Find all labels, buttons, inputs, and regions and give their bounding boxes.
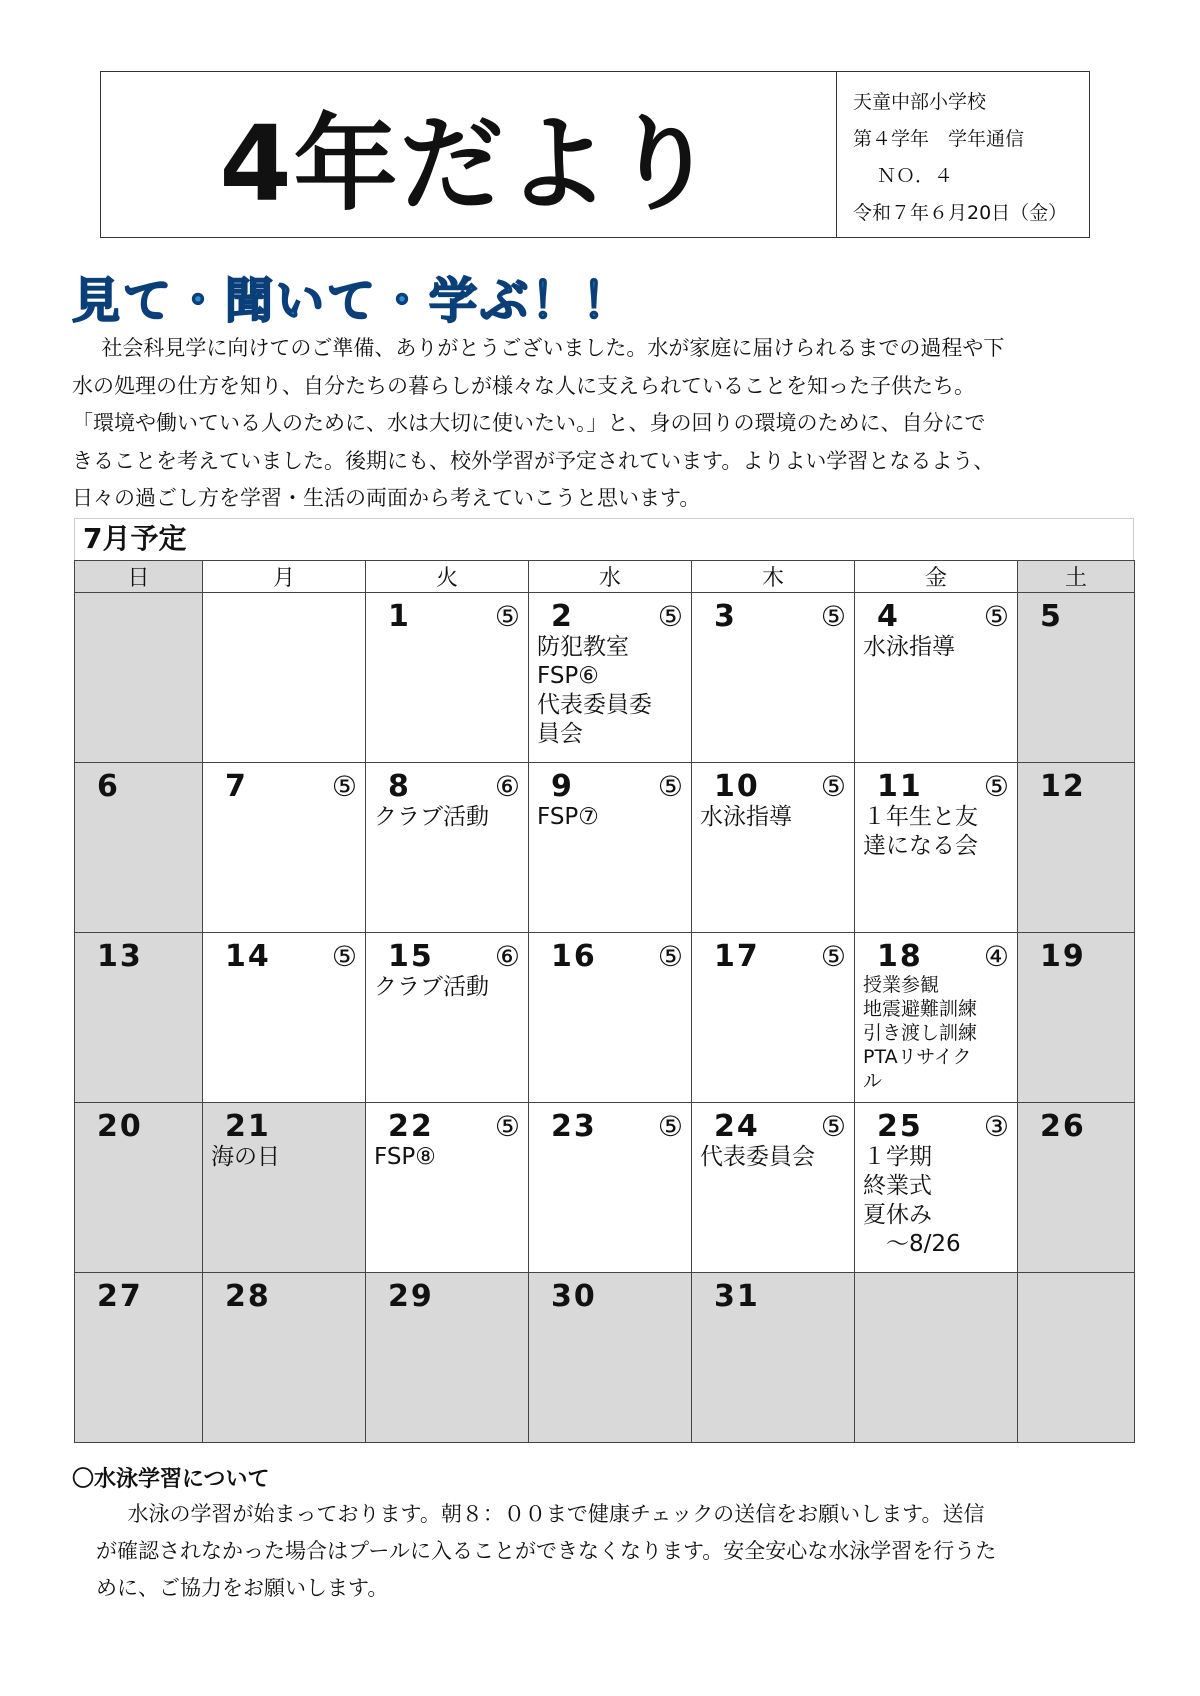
calendar-day-cell (1018, 1103, 1135, 1273)
event-text: ル (863, 1070, 883, 1092)
day-header (83, 769, 196, 803)
day-number: 11 (877, 768, 923, 804)
day-number: 9 (551, 768, 574, 804)
calendar-week-row (75, 1273, 1135, 1443)
period-count: ⑤ (983, 599, 1011, 633)
weekday-header: 火 (366, 561, 529, 593)
school-name: 天童中部小学校 (853, 91, 987, 113)
day-header (83, 1109, 196, 1143)
day-number: 21 (225, 1108, 271, 1144)
day-header (537, 1279, 685, 1313)
day-number: 26 (1040, 1108, 1086, 1144)
day-header (83, 599, 196, 633)
period-count: ⑥ (494, 769, 522, 803)
day-number: 20 (97, 1108, 143, 1144)
calendar-week-row (75, 1103, 1135, 1273)
day-header (1026, 939, 1128, 973)
period-count: ⑤ (820, 769, 848, 803)
calendar-day-cell (855, 593, 1018, 763)
period-count: ⑤ (331, 939, 359, 973)
calendar-day-cell (529, 763, 692, 933)
calendar-day-cell (203, 1273, 366, 1443)
day-number: 18 (877, 938, 923, 974)
calendar-day-cell (203, 1103, 366, 1273)
day-header (863, 769, 1011, 803)
calendar-day-cell (75, 933, 203, 1103)
period-count: ⑥ (494, 939, 522, 973)
day-number: 3 (714, 598, 737, 634)
section-banner: 見て・聞いて・学ぶ！！ (72, 273, 634, 329)
day-number: 5 (1040, 598, 1063, 634)
event-text: 終業式 (863, 1173, 932, 1199)
day-number: 10 (714, 768, 760, 804)
calendar-day-cell (366, 1103, 529, 1273)
period-count: ⑤ (331, 769, 359, 803)
day-number: 12 (1040, 768, 1086, 804)
calendar-day-cell (366, 763, 529, 933)
calendar-week-row (75, 593, 1135, 763)
swim-heading: 〇水泳学習について (72, 1467, 270, 1492)
day-header (211, 939, 359, 973)
day-number: 1 (388, 598, 411, 634)
day-header (863, 939, 1011, 973)
event-text: FSP⑥ (537, 663, 599, 689)
period-count: ⑤ (983, 769, 1011, 803)
day-number: 15 (388, 938, 434, 974)
calendar-day-cell (692, 933, 855, 1103)
day-header (700, 1109, 848, 1143)
day-number: 23 (551, 1108, 597, 1144)
day-number: 24 (714, 1108, 760, 1144)
intro-line: 日々の過ごし方を学習・生活の両面から考えていこうと思います。 (72, 486, 701, 510)
calendar-day-cell (692, 763, 855, 933)
calendar-table (74, 560, 1135, 1443)
day-header (537, 769, 685, 803)
period-count: ⑤ (657, 599, 685, 633)
calendar-day-cell (75, 1103, 203, 1273)
day-number: 27 (97, 1278, 143, 1314)
event-text: クラブ活動 (374, 974, 489, 1000)
calendar-week-row (75, 763, 1135, 933)
day-number: 29 (388, 1278, 434, 1314)
day-header (211, 1109, 359, 1143)
intro-line: 水の処理の仕方を知り、自分たちの暮らしが様々な人に支えられていることを知った子供たち。 (72, 373, 975, 398)
calendar-day-cell (855, 763, 1018, 933)
calendar-title: 7月予定 (74, 518, 1134, 561)
event-text: クラブ活動 (374, 804, 489, 830)
calendar-day-cell (1018, 593, 1135, 763)
event-text: 員会 (537, 721, 583, 747)
calendar-week-row (75, 933, 1135, 1103)
day-number: 14 (225, 938, 271, 974)
day-header (1026, 1109, 1128, 1143)
day-header (1026, 599, 1128, 633)
calendar-day-cell (855, 933, 1018, 1103)
calendar-day-cell (1018, 1273, 1135, 1443)
day-header (211, 1279, 359, 1313)
day-number: 16 (551, 938, 597, 974)
swim-paragraph (96, 1496, 1136, 1607)
day-header (537, 1109, 685, 1143)
day-header (374, 1109, 522, 1143)
calendar-day-cell (1018, 933, 1135, 1103)
calendar-day-cell (75, 1273, 203, 1443)
calendar-day-cell (203, 593, 366, 763)
day-number: 8 (388, 768, 411, 804)
calendar-day-cell (75, 593, 203, 763)
event-text: 引き渡し訓練 (863, 1022, 978, 1044)
calendar-day-cell (1018, 763, 1135, 933)
day-header (374, 769, 522, 803)
calendar-day-cell (75, 763, 203, 933)
calendar-day-cell (366, 1273, 529, 1443)
day-header (700, 939, 848, 973)
header-box (100, 71, 1090, 238)
calendar-day-cell (529, 933, 692, 1103)
calendar-day-cell (529, 1103, 692, 1273)
day-number: 2 (551, 598, 574, 634)
weekday-header-row (75, 561, 1135, 593)
day-header (83, 939, 196, 973)
period-count: ⑤ (494, 599, 522, 633)
day-header (537, 939, 685, 973)
swim-line: めに、ご協力をお願いします。 (96, 1576, 389, 1600)
event-text: 地震避難訓練 (863, 998, 978, 1020)
weekday-header: 金 (855, 561, 1018, 593)
calendar-day-cell (855, 1103, 1018, 1273)
day-number: 22 (388, 1108, 434, 1144)
grade-label: 第４学年 学年通信 (853, 128, 1025, 150)
weekday-header: 土 (1018, 561, 1135, 593)
event-text: 代表委員委 (537, 692, 652, 718)
period-count: ④ (983, 939, 1011, 973)
day-header (374, 939, 522, 973)
day-header (211, 599, 359, 633)
event-text: 防犯教室 (537, 634, 629, 660)
day-number: 30 (551, 1278, 597, 1314)
day-header (1026, 1279, 1128, 1313)
day-header (374, 599, 522, 633)
event-text: １学期 (863, 1144, 932, 1170)
intro-line: 「環境や働いている人のために、水は大切に使いたい。」と、身の回りの環境のために、自分にで (72, 411, 986, 435)
calendar-day-cell (529, 1273, 692, 1443)
calendar-day-cell (692, 593, 855, 763)
issue-date: 令和７年６月20日（金） (853, 202, 1068, 224)
day-number: 25 (877, 1108, 923, 1144)
day-header (1026, 769, 1128, 803)
swim-line: 水泳の学習が始まっております。朝８：００まで健康チェックの送信をお願いします。送信 (127, 1502, 985, 1526)
day-header (700, 1279, 848, 1313)
day-number: 31 (714, 1278, 760, 1314)
period-count: ⑤ (820, 939, 848, 973)
day-number: 19 (1040, 938, 1086, 974)
newsletter-title: 4年だより (219, 102, 718, 225)
issue-number: ＮＯ．４ (877, 165, 954, 187)
event-text: 夏休み (863, 1202, 932, 1228)
calendar-day-cell (366, 593, 529, 763)
event-text: ～8/26 (863, 1231, 961, 1257)
day-header (83, 1279, 196, 1313)
event-text: FSP⑧ (374, 1144, 436, 1170)
swim-line: が確認されなかった場合はプールに入ることができなくなります。安全安心な水泳学習を行うた (96, 1539, 997, 1563)
calendar-day-cell (203, 933, 366, 1103)
period-count: ⑤ (657, 1109, 685, 1143)
period-count: ⑤ (494, 1109, 522, 1143)
day-header (374, 1279, 522, 1313)
event-text: 達になる会 (863, 833, 978, 859)
period-count: ⑤ (820, 1109, 848, 1143)
day-number: 13 (97, 938, 143, 974)
calendar-day-cell (692, 1103, 855, 1273)
day-header (211, 769, 359, 803)
day-header (700, 769, 848, 803)
event-text: 授業参観 (863, 974, 940, 996)
calendar-day-cell (692, 1273, 855, 1443)
event-text: １年生と友 (863, 804, 978, 830)
event-text: 水泳指導 (700, 804, 792, 830)
day-header (863, 599, 1011, 633)
event-text: PTAリサイク (863, 1046, 972, 1068)
period-count: ⑤ (657, 939, 685, 973)
weekday-header: 木 (692, 561, 855, 593)
day-header (537, 599, 685, 633)
calendar-day-cell (203, 763, 366, 933)
day-number: 4 (877, 598, 900, 634)
day-header (863, 1279, 1011, 1313)
calendar-day-cell (529, 593, 692, 763)
period-count: ③ (983, 1109, 1011, 1143)
weekday-header: 月 (203, 561, 366, 593)
period-count: ⑤ (657, 769, 685, 803)
event-text: 代表委員会 (700, 1144, 815, 1170)
day-header (700, 599, 848, 633)
event-text: 水泳指導 (863, 634, 955, 660)
day-number: 6 (97, 768, 120, 804)
weekday-header: 日 (75, 561, 203, 593)
day-number: 7 (225, 768, 248, 804)
intro-paragraph (72, 330, 1132, 518)
info-cell (837, 72, 1089, 237)
weekday-header: 水 (529, 561, 692, 593)
day-header (863, 1109, 1011, 1143)
event-text: FSP⑦ (537, 804, 599, 830)
day-number: 28 (225, 1278, 271, 1314)
day-number: 17 (714, 938, 760, 974)
event-text: 海の日 (211, 1144, 280, 1170)
calendar-day-cell (855, 1273, 1018, 1443)
intro-line: 社会科見学に向けてのご準備、ありがとうございました。水が家庭に届けられるまでの過程や下 (101, 336, 1005, 360)
intro-line: きることを考えていました。後期にも、校外学習が予定されています。よりよい学習となるよう、 (72, 448, 995, 473)
calendar-body (75, 593, 1135, 1443)
period-count: ⑤ (820, 599, 848, 633)
calendar-day-cell (366, 933, 529, 1103)
title-cell (101, 72, 837, 237)
